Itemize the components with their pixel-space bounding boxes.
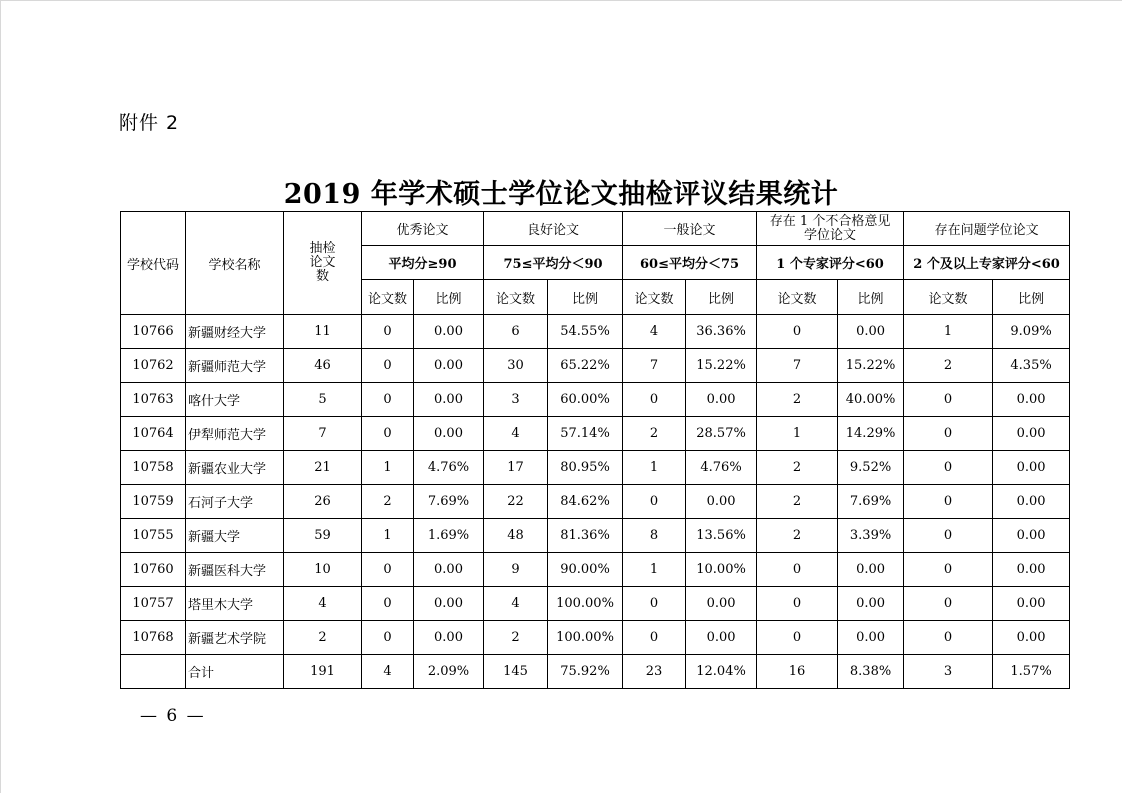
average-count-cell: 0 <box>623 587 686 621</box>
subheader-count: 论文数 <box>757 280 838 315</box>
school-code-cell: 10762 <box>121 349 186 383</box>
average-count-cell: 1 <box>623 553 686 587</box>
total-label-spacer <box>121 655 186 689</box>
average-ratio-cell: 0.00 <box>686 587 757 621</box>
total-problem-count: 3 <box>904 655 993 689</box>
average-count-cell: 7 <box>623 349 686 383</box>
excellent-ratio-cell: 0.00 <box>414 587 484 621</box>
problem-ratio-cell: 0.00 <box>993 519 1070 553</box>
excellent-count-cell: 0 <box>362 349 414 383</box>
results-table <box>120 211 1070 689</box>
excellent-count-cell: 0 <box>362 383 414 417</box>
good-count-cell: 2 <box>484 621 548 655</box>
header-group-excellent: 优秀论文 <box>362 212 484 246</box>
sampled-count-cell: 4 <box>284 587 362 621</box>
total-excellent-count: 4 <box>362 655 414 689</box>
average-ratio-cell: 4.76% <box>686 451 757 485</box>
excellent-ratio-cell: 4.76% <box>414 451 484 485</box>
average-count-cell: 2 <box>623 417 686 451</box>
table-row <box>121 621 1070 655</box>
header-school-name: 学校名称 <box>186 212 284 315</box>
school-code-cell: 10758 <box>121 451 186 485</box>
average-ratio-cell: 28.57% <box>686 417 757 451</box>
excellent-count-cell: 1 <box>362 519 414 553</box>
table-row <box>121 315 1070 349</box>
problem-count-cell: 2 <box>904 349 993 383</box>
average-ratio-cell: 13.56% <box>686 519 757 553</box>
problem-ratio-cell: 9.09% <box>993 315 1070 349</box>
header-group-average: 一般论文 <box>623 212 757 246</box>
one-fail-count-cell: 2 <box>757 519 838 553</box>
one-fail-count-cell: 0 <box>757 553 838 587</box>
school-name-cell: 新疆师范大学 <box>186 349 284 383</box>
good-count-cell: 17 <box>484 451 548 485</box>
total-average-count: 23 <box>623 655 686 689</box>
total-good-count: 145 <box>484 655 548 689</box>
attachment-label: 附件 2 <box>119 112 180 134</box>
average-count-cell: 8 <box>623 519 686 553</box>
school-name-cell: 塔里木大学 <box>186 587 284 621</box>
good-ratio-cell: 100.00% <box>548 621 623 655</box>
excellent-count-cell: 0 <box>362 553 414 587</box>
one-fail-count-cell: 2 <box>757 383 838 417</box>
problem-ratio-cell: 0.00 <box>993 621 1070 655</box>
excellent-ratio-cell: 1.69% <box>414 519 484 553</box>
table-row <box>121 417 1070 451</box>
average-count-cell: 4 <box>623 315 686 349</box>
one-fail-ratio-cell: 7.69% <box>838 485 904 519</box>
good-count-cell: 48 <box>484 519 548 553</box>
one-fail-count-cell: 1 <box>757 417 838 451</box>
problem-ratio-cell: 0.00 <box>993 417 1070 451</box>
one-fail-count-cell: 2 <box>757 451 838 485</box>
header-sampled-count: 抽检论文数 <box>284 212 362 315</box>
page-number: — 6 — <box>140 706 206 726</box>
average-ratio-cell: 36.36% <box>686 315 757 349</box>
average-ratio-cell: 0.00 <box>686 383 757 417</box>
sampled-count-cell: 46 <box>284 349 362 383</box>
school-code-cell: 10755 <box>121 519 186 553</box>
results-table-body <box>121 315 1070 689</box>
average-ratio-cell: 10.00% <box>686 553 757 587</box>
school-code-cell: 10760 <box>121 553 186 587</box>
sampled-count-cell: 21 <box>284 451 362 485</box>
table-row <box>121 553 1070 587</box>
total-one-fail-ratio: 8.38% <box>838 655 904 689</box>
school-code-cell: 10759 <box>121 485 186 519</box>
excellent-ratio-cell: 0.00 <box>414 315 484 349</box>
good-count-cell: 9 <box>484 553 548 587</box>
header-row-groups <box>121 212 1070 246</box>
criterion-problem: 2 个及以上专家评分<60 <box>904 246 1070 280</box>
problem-count-cell: 0 <box>904 519 993 553</box>
good-ratio-cell: 60.00% <box>548 383 623 417</box>
one-fail-ratio-cell: 0.00 <box>838 315 904 349</box>
average-count-cell: 0 <box>623 621 686 655</box>
header-school-code: 学校代码 <box>121 212 186 315</box>
one-fail-ratio-cell: 14.29% <box>838 417 904 451</box>
excellent-count-cell: 0 <box>362 621 414 655</box>
problem-ratio-cell: 4.35% <box>993 349 1070 383</box>
excellent-count-cell: 0 <box>362 315 414 349</box>
problem-ratio-cell: 0.00 <box>993 451 1070 485</box>
school-name-cell: 新疆农业大学 <box>186 451 284 485</box>
total-problem-ratio: 1.57% <box>993 655 1070 689</box>
school-name-cell: 喀什大学 <box>186 383 284 417</box>
excellent-ratio-cell: 0.00 <box>414 349 484 383</box>
problem-count-cell: 0 <box>904 451 993 485</box>
subheader-ratio: 比例 <box>838 280 904 315</box>
one-fail-count-cell: 0 <box>757 587 838 621</box>
sampled-count-cell: 5 <box>284 383 362 417</box>
good-ratio-cell: 80.95% <box>548 451 623 485</box>
subheader-count: 论文数 <box>623 280 686 315</box>
school-name-cell: 新疆大学 <box>186 519 284 553</box>
school-code-cell: 10766 <box>121 315 186 349</box>
excellent-count-cell: 1 <box>362 451 414 485</box>
problem-ratio-cell: 0.00 <box>993 485 1070 519</box>
good-ratio-cell: 81.36% <box>548 519 623 553</box>
school-code-cell: 10757 <box>121 587 186 621</box>
one-fail-ratio-cell: 15.22% <box>838 349 904 383</box>
excellent-ratio-cell: 0.00 <box>414 417 484 451</box>
problem-count-cell: 0 <box>904 587 993 621</box>
good-count-cell: 3 <box>484 383 548 417</box>
problem-count-cell: 1 <box>904 315 993 349</box>
one-fail-count-cell: 0 <box>757 315 838 349</box>
problem-ratio-cell: 0.00 <box>993 553 1070 587</box>
table-row <box>121 349 1070 383</box>
header-group-one-fail: 存在 1 个不合格意见学位论文 <box>757 212 904 246</box>
one-fail-ratio-cell: 0.00 <box>838 587 904 621</box>
school-name-cell: 新疆艺术学院 <box>186 621 284 655</box>
good-count-cell: 4 <box>484 417 548 451</box>
table-row <box>121 451 1070 485</box>
criterion-excellent: 平均分≥90 <box>362 246 484 280</box>
one-fail-ratio-cell: 0.00 <box>838 621 904 655</box>
good-ratio-cell: 57.14% <box>548 417 623 451</box>
excellent-ratio-cell: 0.00 <box>414 553 484 587</box>
one-fail-ratio-cell: 3.39% <box>838 519 904 553</box>
page-title: 2019 年学术硕士学位论文抽检评议结果统计 <box>283 179 839 210</box>
table-row <box>121 519 1070 553</box>
subheader-count: 论文数 <box>904 280 993 315</box>
good-ratio-cell: 84.62% <box>548 485 623 519</box>
table-row <box>121 485 1070 519</box>
school-name-cell: 石河子大学 <box>186 485 284 519</box>
average-count-cell: 0 <box>623 383 686 417</box>
good-count-cell: 6 <box>484 315 548 349</box>
table-row <box>121 587 1070 621</box>
problem-ratio-cell: 0.00 <box>993 587 1070 621</box>
school-name-cell: 新疆财经大学 <box>186 315 284 349</box>
problem-count-cell: 0 <box>904 485 993 519</box>
total-excellent-ratio: 2.09% <box>414 655 484 689</box>
excellent-count-cell: 0 <box>362 417 414 451</box>
one-fail-count-cell: 0 <box>757 621 838 655</box>
criterion-average: 60≤平均分＜75 <box>623 246 757 280</box>
total-sampled: 191 <box>284 655 362 689</box>
problem-count-cell: 0 <box>904 621 993 655</box>
excellent-count-cell: 0 <box>362 587 414 621</box>
page-border-left <box>0 0 1 793</box>
good-count-cell: 22 <box>484 485 548 519</box>
problem-count-cell: 0 <box>904 383 993 417</box>
average-count-cell: 1 <box>623 451 686 485</box>
total-label: 合计 <box>186 655 284 689</box>
subheader-ratio: 比例 <box>548 280 623 315</box>
one-fail-ratio-cell: 0.00 <box>838 553 904 587</box>
one-fail-count-cell: 2 <box>757 485 838 519</box>
total-row <box>121 655 1070 689</box>
average-count-cell: 0 <box>623 485 686 519</box>
sampled-count-cell: 59 <box>284 519 362 553</box>
subheader-ratio: 比例 <box>993 280 1070 315</box>
problem-ratio-cell: 0.00 <box>993 383 1070 417</box>
school-name-cell: 新疆医科大学 <box>186 553 284 587</box>
page-border-top <box>0 0 1122 1</box>
header-group-good: 良好论文 <box>484 212 623 246</box>
subheader-ratio: 比例 <box>686 280 757 315</box>
good-ratio-cell: 54.55% <box>548 315 623 349</box>
excellent-ratio-cell: 7.69% <box>414 485 484 519</box>
average-ratio-cell: 0.00 <box>686 485 757 519</box>
excellent-count-cell: 2 <box>362 485 414 519</box>
school-code-cell: 10763 <box>121 383 186 417</box>
criterion-good: 75≤平均分＜90 <box>484 246 623 280</box>
school-name-cell: 伊犁师范大学 <box>186 417 284 451</box>
good-count-cell: 30 <box>484 349 548 383</box>
good-count-cell: 4 <box>484 587 548 621</box>
sampled-count-cell: 10 <box>284 553 362 587</box>
problem-count-cell: 0 <box>904 417 993 451</box>
sampled-count-cell: 7 <box>284 417 362 451</box>
table-row <box>121 383 1070 417</box>
average-ratio-cell: 0.00 <box>686 621 757 655</box>
subheader-count: 论文数 <box>362 280 414 315</box>
good-ratio-cell: 100.00% <box>548 587 623 621</box>
total-one-fail-count: 16 <box>757 655 838 689</box>
one-fail-count-cell: 7 <box>757 349 838 383</box>
school-code-cell: 10768 <box>121 621 186 655</box>
average-ratio-cell: 15.22% <box>686 349 757 383</box>
good-ratio-cell: 90.00% <box>548 553 623 587</box>
sampled-count-cell: 2 <box>284 621 362 655</box>
subheader-count: 论文数 <box>484 280 548 315</box>
good-ratio-cell: 65.22% <box>548 349 623 383</box>
excellent-ratio-cell: 0.00 <box>414 621 484 655</box>
subheader-ratio: 比例 <box>414 280 484 315</box>
school-code-cell: 10764 <box>121 417 186 451</box>
one-fail-ratio-cell: 9.52% <box>838 451 904 485</box>
header-group-problem: 存在问题学位论文 <box>904 212 1070 246</box>
criterion-one-fail: 1 个专家评分<60 <box>757 246 904 280</box>
one-fail-ratio-cell: 40.00% <box>838 383 904 417</box>
sampled-count-cell: 26 <box>284 485 362 519</box>
total-average-ratio: 12.04% <box>686 655 757 689</box>
total-good-ratio: 75.92% <box>548 655 623 689</box>
problem-count-cell: 0 <box>904 553 993 587</box>
excellent-ratio-cell: 0.00 <box>414 383 484 417</box>
sampled-count-cell: 11 <box>284 315 362 349</box>
